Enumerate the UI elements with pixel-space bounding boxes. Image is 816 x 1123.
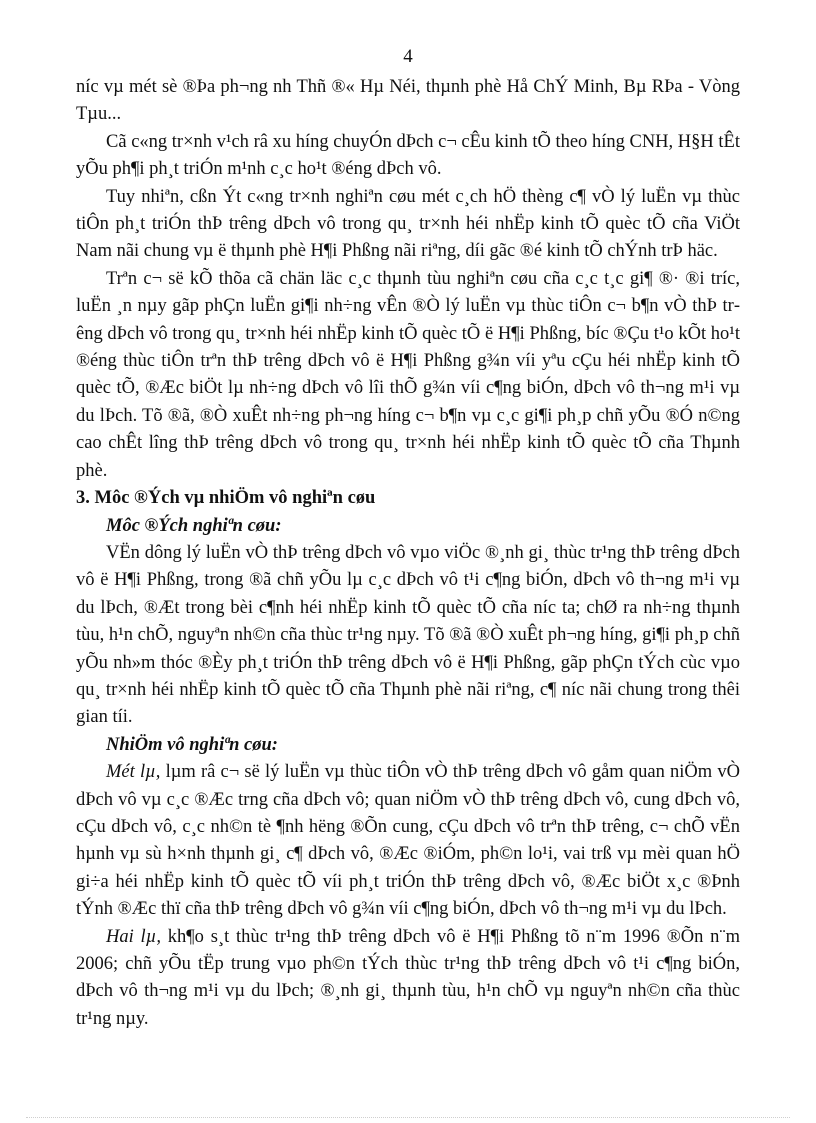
task-one-text: lµm râ c¬ së lý luËn vµ thùc tiÔn vÒ thÞ trêng dÞch vô gåm quan niÖm vÒ dÞch vô vµ c¸c ®Æc trng cña dÞch vô; quan niÖm vÒ thÞ trêng dÞch vô, cung dÞch vô, cÇu dÞch vô, c¸c nh©n tè ¶nh hëng ®Õn cung, cÇu dÞch vô trªn thÞ trêng, c¬ chÕ vËn hµnh vµ sù h×nh thµnh gi¸ c¶ dÞch vô, ®Æc ®iÓm, ph©n lo¹i, vai trß vµ mèi quan hÖ gi÷a héi nhËp kinh tÕ quèc tÕ víi ph¸t triÓn thÞ trêng dÞch vô, ®Æc biÖt x¸c ®Þnh tÝnh ®Æc thï cña thÞ trêng dÞch vô g¾n víi c¶ng biÓn, dÞch vô th¬ng m¹i vµ du lÞch. <box>76 762 740 920</box>
paragraph-research-purpose: VËn dông lý luËn vÒ thÞ trêng dÞch vô vµo viÖc ®¸nh gi¸ thùc tr¹ng thÞ trêng dÞch vô ë H¶i Phßng, trong ®ã chñ yÕu lµ c¸c dÞch vô t¹i c¶ng biÓn, dÞch vô th¬ng m¹i vµ du lÞch, ®Æt trong bèi c¶nh héi nhËp kinh tÕ quèc tÕ cña níc ta; chØ ra nh÷ng thµnh tùu, h¹n chÕ, nguyªn nh©n cña thùc tr¹ng nµy. Tõ ®ã ®Ò xuÊt ph¬ng híng, gi¶i ph¸p chñ yÕu nh»m thóc ®Èy ph¸t triÓn thÞ trêng dÞch vô ë H¶i Phßng, gãp phÇn tÝch cùc vµo qu¸ tr×nh héi nhËp kinh tÕ quèc tÕ cña Thµnh phè nãi riªng, c¶ níc nãi chung trong thêi gian tíi. <box>76 542 740 728</box>
paragraph-thesis-contribution: Trªn c¬ së kÕ thõa cã chän läc c¸c thµnh tùu nghiªn cøu cña c¸c t¸c gi¶ ®· ®i tríc, luËn ¸n nµy gãp phÇn luËn gi¶i nh÷ng vÊn ®Ò lý luËn vµ thùc tiÔn c¬ b¶n vÒ thÞ trêng dÞch vô trong qu¸ tr×nh héi nhËp kinh tÕ quèc tÕ ë H¶i Phßng, bíc ®Çu t¹o kÕt ho¹t ®éng thùc tiÔn trªn thÞ trêng dÞch vô ë H¶i Phßng g¾n víi yªu cÇu héi nhËp kinh tÕ quèc tÕ, ®Æc biÖt lµ nh÷ng dÞch vô lîi thÕ g¾n víi c¶ng biÓn, dÞch vô th¬ng m¹i vµ du lÞch. Tõ ®ã, ®Ò xuÊt nh÷ng ph¬ng híng c¬ b¶n vµ c¸c gi¶i ph¸p chñ yÕu ®Ó n©ng cao chÊt lîng thÞ trêng dÞch vô trong qu¸ tr×nh héi nhËp kinh tÕ quèc tÕ cña Thµnh phè. <box>76 268 740 481</box>
task-two-lead: Hai lµ, <box>106 926 161 947</box>
section-heading-objectives: 3. Môc ®Ých vµ nhiÖm vô nghiªn cøu <box>76 488 376 509</box>
task-two-text: kh¶o s¸t thùc tr¹ng thÞ trêng dÞch vô ë H¶i Phßng tõ n¨m 1996 ®Õn n¨m 2006; chñ yÕu tËp trung vµo ph©n tÝch thùc tr¹ng thÞ trêng dÞch vô t¹i c¶ng biÓn, dÞch vô th¬ng m¹i vµ du lÞch; ®¸nh gi¸ thµnh tùu, h¹n chÕ vµ nguyªn nh©n cña thùc tr¹ng nµy. <box>76 926 740 1029</box>
paragraph-task-two <box>76 924 740 1034</box>
paragraph-continuation: níc vµ mét sè ®Þa ph¬ng nh Thñ ®« Hµ Néi, thµnh phè Hå ChÝ Minh, Bµ RÞa - Vòng Tµu... <box>76 77 740 125</box>
task-one-lead: Mét lµ, <box>106 762 161 783</box>
paragraph-cnh-hdh: Cã c«ng tr×nh v¹ch râ xu híng chuyÓn dÞch c¬ cÊu kinh tÕ theo híng CNH, H§H tÊt yÕu ph¶i ph¸t triÓn m¹nh c¸c ho¹t ®éng dÞch vô. <box>76 131 740 180</box>
paragraph-research-gap: Tuy nhiªn, cßn Ýt c«ng tr×nh nghiªn cøu mét c¸ch hÖ thèng c¶ vÒ lý luËn vµ thùc tiÔn ph¸t triÓn thÞ trêng dÞch vô trong qu¸ tr×nh héi nhËp kinh tÕ quèc tÕ cña ViÖt Nam nãi chung vµ ë thµnh phè H¶i Phßng nãi riªng, díi gãc ®é kinh tÕ chÝnh trÞ häc. <box>76 186 740 262</box>
page-number: 4 <box>403 46 413 67</box>
page-bottom-rule <box>26 1117 790 1118</box>
paragraph-task-one <box>76 759 740 923</box>
body-text <box>76 74 740 1033</box>
subheading-research-purpose: Môc ®Ých nghiªn cøu: <box>106 515 282 536</box>
subheading-research-tasks: NhiÖm vô nghiªn cøu: <box>106 734 278 755</box>
